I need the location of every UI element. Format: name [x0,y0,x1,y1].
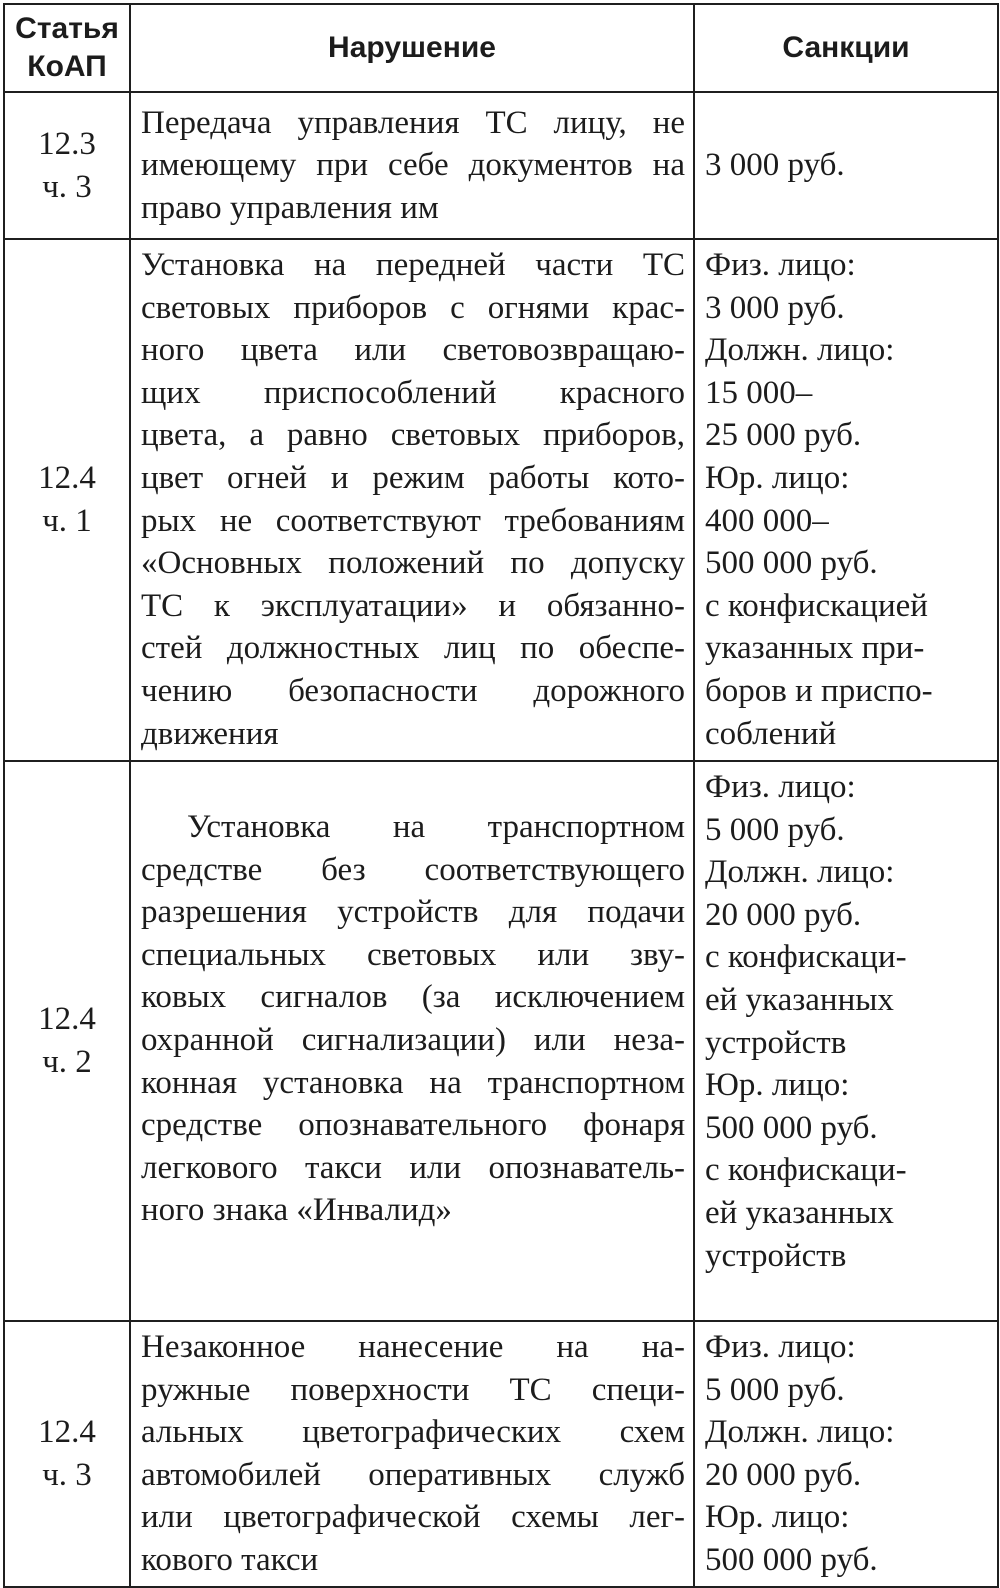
violation-line: ТС к эксплуатации» и обязанно- [141,587,685,624]
violation-line: кового такси [141,1541,319,1578]
sanction-line: Должн. лицо: [705,332,895,369]
koap-sanctions-table [3,3,999,1588]
violation-cell [130,92,694,239]
sanction-line: Юр. лицо: [705,459,850,496]
header-article [4,4,130,92]
violation-cell [130,239,694,761]
sanction-line: 20 000 руб. [705,896,862,933]
header-violation: Нарушение [130,4,694,92]
header-article-line1: Статья [15,12,119,45]
violation-line: ного знака «Инвалид» [141,1192,452,1229]
table-row [4,239,998,761]
sanction-line: соблений [705,715,837,752]
violation-line: световых приборов с огнями крас- [141,289,685,326]
article-line: 12.4 [38,1414,96,1450]
violation-line: Незаконное нанесение на на- [141,1329,685,1365]
violation-cell [130,761,694,1321]
sanction-line: Физ. лицо: [705,1329,856,1365]
violation-line: автомобилей оперативных служб [141,1456,685,1493]
violation-line: цвет огней и режим работы кото- [141,459,685,496]
sanction-line: Физ. лицо: [705,247,856,283]
violation-line: ружные поверхности ТС специ- [141,1371,685,1408]
article-line: 12.4 [38,460,96,496]
sanction-line: 400 000– [705,502,829,539]
table-row [4,1321,998,1587]
sanction-line: 3 000 руб. [705,147,845,184]
article-cell [4,239,130,761]
header-sanctions: Санкции [694,4,998,92]
violation-line: право управления им [141,189,439,226]
violation-line: конная установка на транспортном [141,1064,685,1101]
violation-line: «Основных положений по допуску [141,545,685,582]
sanction-line: 3 000 руб. [705,289,845,326]
violation-line: альных цветографических схем [141,1414,685,1451]
sanction-line: Должн. лицо: [705,854,895,891]
sanction-line: Физ. лицо: [705,769,856,805]
table-body [4,92,998,1587]
violation-line: легкового такси или опознаватель- [141,1149,685,1186]
sanction-line: боров и приспо- [705,672,933,709]
violation-line: рых не соответствуют требованиям [141,502,685,539]
sanctions-cell [694,92,998,239]
table-row [4,92,998,239]
violation-line: стей должностных лиц по обеспе- [141,630,685,667]
sanction-line: с конфискаци- [705,1152,907,1189]
sanction-line: указанных при- [705,630,925,667]
violation-line: охранной сигнализации) или неза- [141,1021,685,1058]
sanction-line: 15 000– [705,374,813,411]
violation-line: чению безопасности дорожного [141,672,685,709]
violation-line: или цветографической схемы лег- [141,1499,685,1536]
sanction-line: 5 000 руб. [705,811,845,848]
article-line: ч. 3 [42,168,92,205]
violation-cell [130,1321,694,1587]
violation-line: ковых сигналов (за исключением [141,979,685,1016]
violation-line: цвета, а равно световых приборов, [141,417,685,454]
violation-line: имеющему при себе документов на [141,147,685,184]
article-cell [4,1321,130,1587]
sanction-line: с конфискаци- [705,939,907,976]
article-line: ч. 3 [42,1457,92,1493]
sanctions-cell [694,1321,998,1587]
sanction-line: Юр. лицо: [705,1067,850,1104]
sanction-line: ей указанных [705,1194,894,1231]
violation-line: специальных световых или зву- [141,936,685,973]
sanction-line: 20 000 руб. [705,1456,862,1493]
sanction-line: 500 000 руб. [705,1109,878,1146]
sanction-line: устройств [705,1237,847,1274]
sanction-line: Должн. лицо: [705,1414,895,1451]
violation-line: Установка на передней части ТС [141,247,685,283]
sanction-line: ей указанных [705,981,894,1018]
sanction-line: устройств [705,1024,847,1061]
table-header-row [4,4,998,92]
violation-line: разрешения устройств для подачи [141,894,685,931]
article-line: ч. 1 [42,503,92,539]
article-cell [4,761,130,1321]
sanction-line: 500 000 руб. [705,545,878,582]
sanction-line: Юр. лицо: [705,1499,850,1536]
violation-line: средстве опознавательного фонаря [141,1107,685,1144]
violation-line: средстве без соответствующего [141,851,685,888]
violation-line: ного цвета или световозвращаю- [141,332,685,369]
sanctions-cell [694,239,998,761]
header-article-line2: КоАП [27,50,107,83]
sanction-line: 25 000 руб. [705,417,862,454]
article-cell [4,92,130,239]
sanctions-cell [694,761,998,1321]
violation-line: движения [141,715,279,752]
article-line: 12.3 [38,125,96,162]
sanction-line: 500 000 руб. [705,1541,878,1578]
table-row [4,761,998,1321]
violation-line: щих приспособлений красного [141,374,685,411]
sanction-line: с конфискацией [705,587,928,624]
violation-line: Установка на транспортном [187,809,685,845]
article-line: 12.4 [38,1001,96,1037]
violation-line: Передача управления ТС лицу, не [141,104,685,141]
sanction-line: 5 000 руб. [705,1371,845,1408]
article-line: ч. 2 [42,1044,92,1080]
